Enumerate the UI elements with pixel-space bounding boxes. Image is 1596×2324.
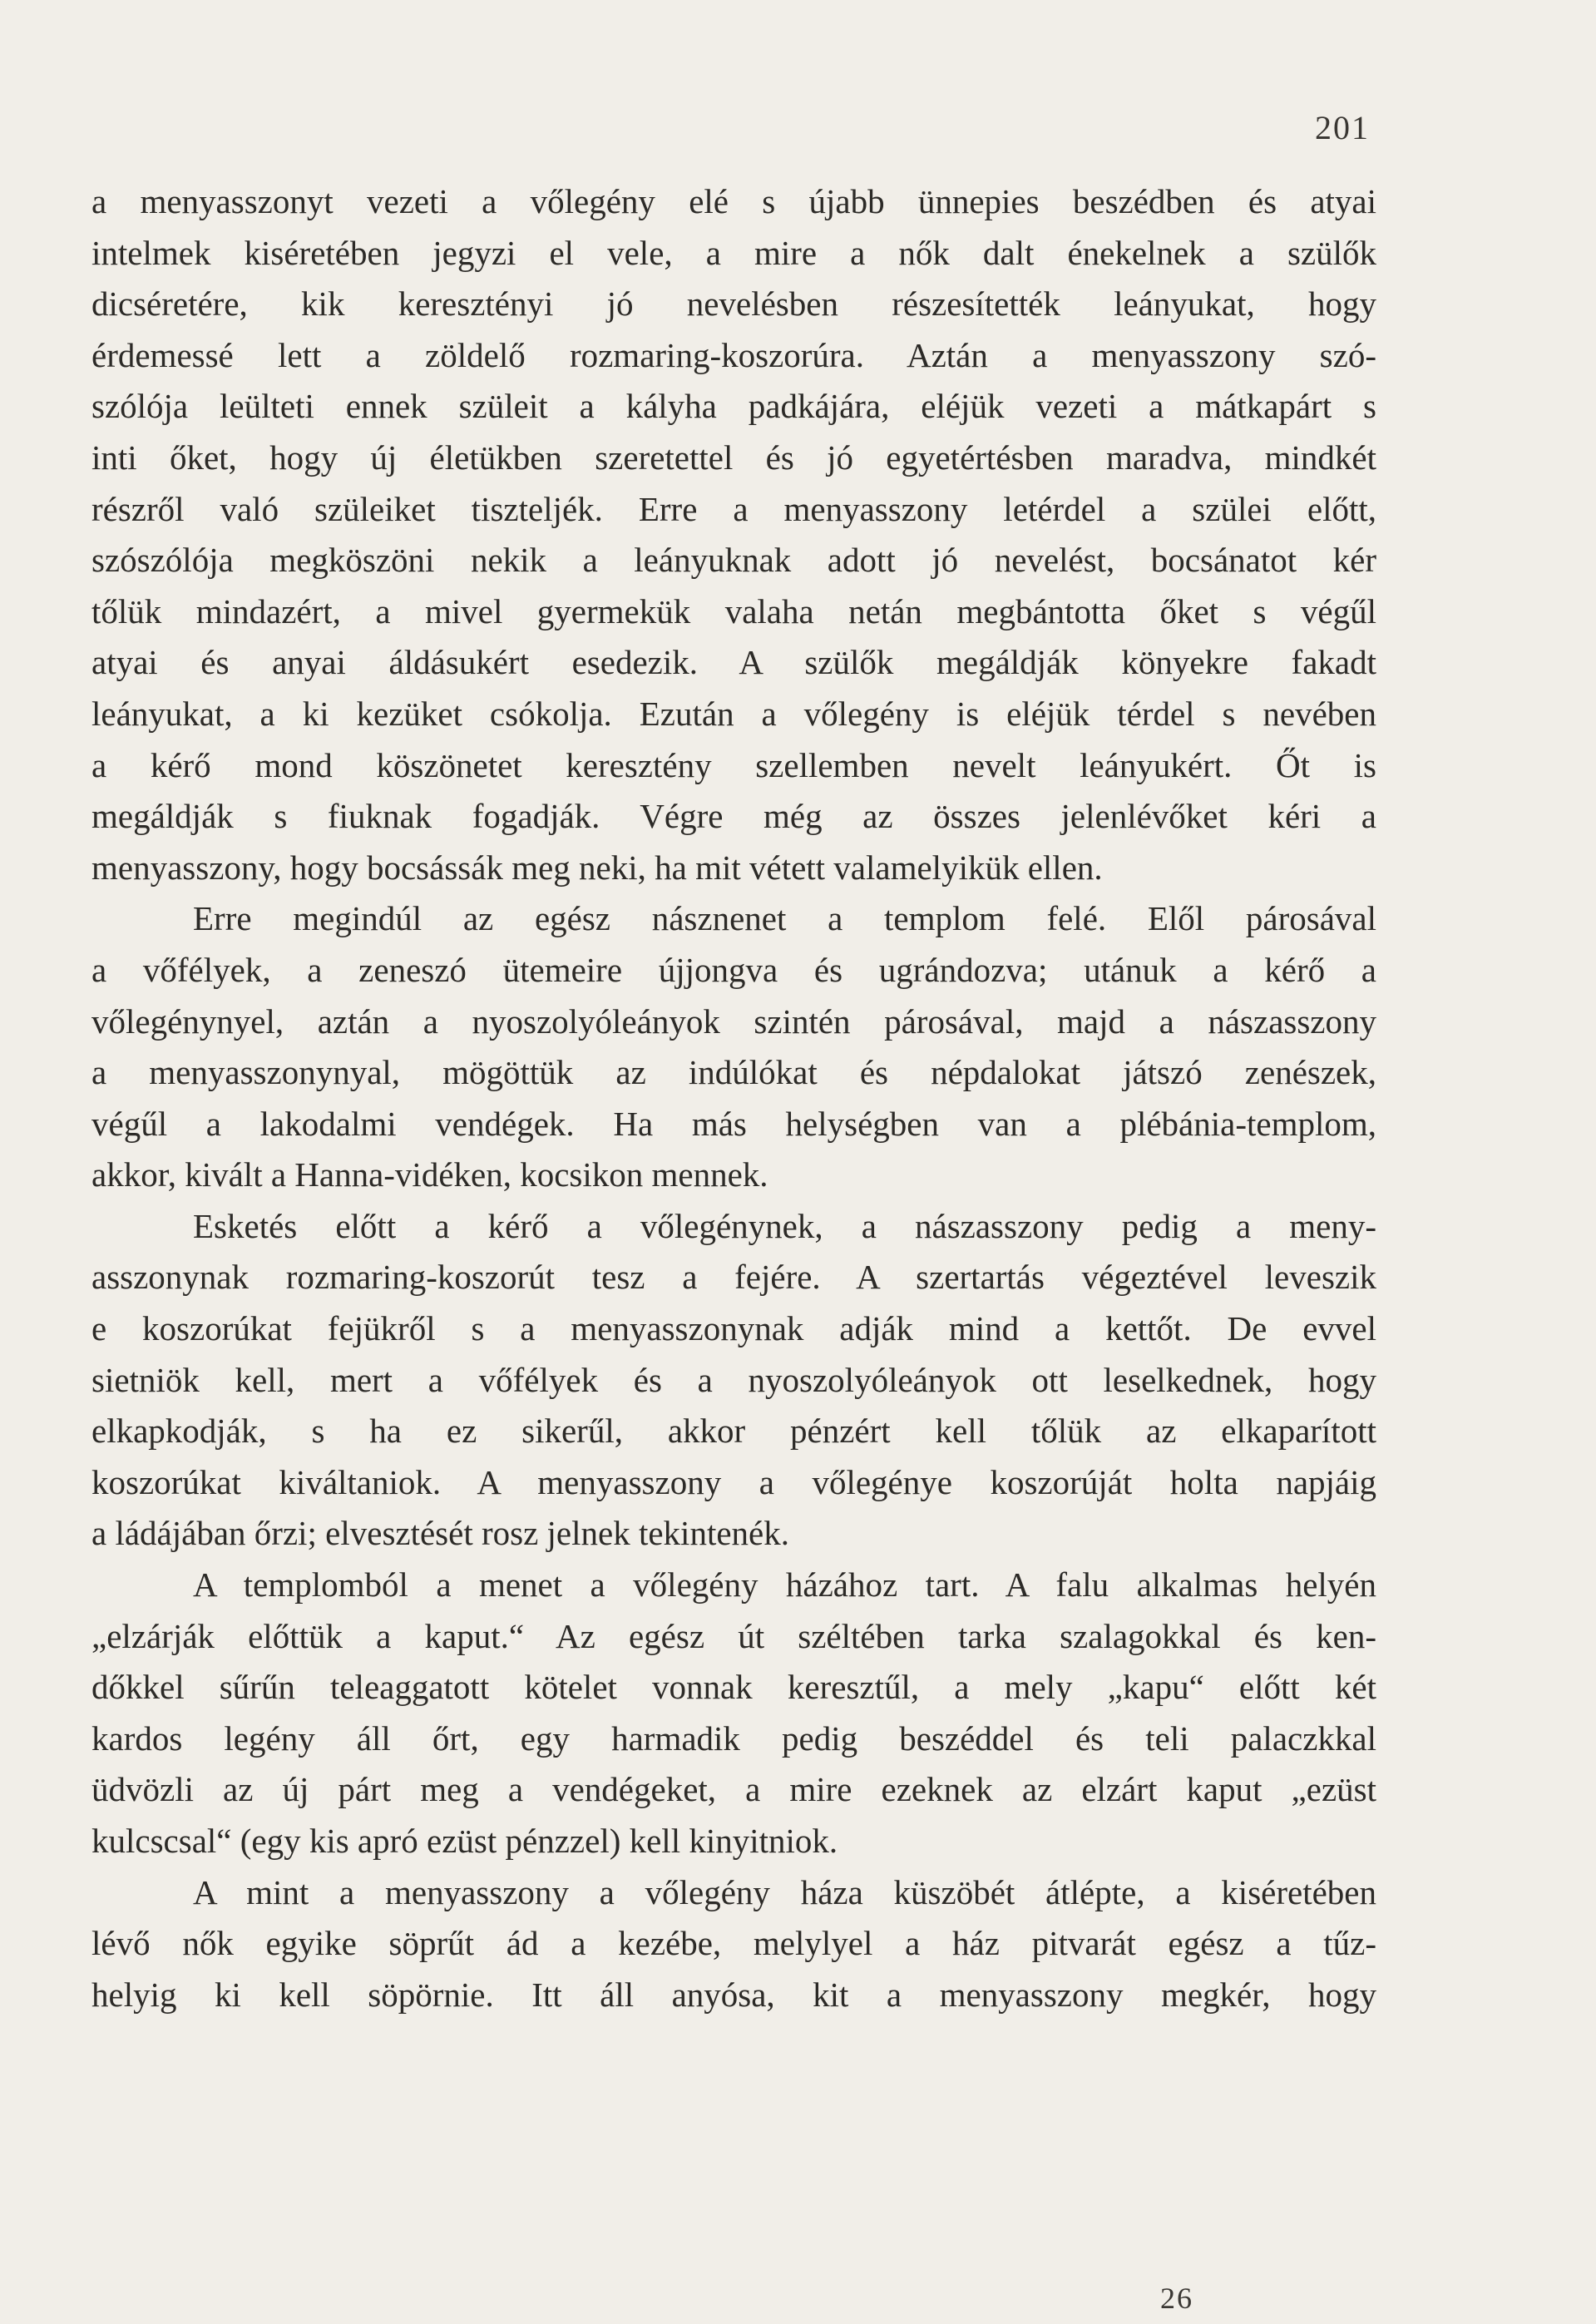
text-line: a menyasszonynyal, mögöttük az indúlókat és népdalokat játszó zenészek, [91,1053,1376,1092]
printer-signature-mark: 26 [1160,2282,1193,2315]
text-line: kulcscsal“ (egy kis apró ezüst pénzzel) kell kinyitniok. [91,1822,838,1860]
text-line: koszorúkat kiváltaniok. A menyasszony a vőlegénye koszorúját holta napjáig [91,1462,1376,1501]
text-line: szószólója megköszöni nekik a leányuknak adott jó nevelést, bocsánatot kér [91,541,1376,580]
text-line: sietniök kell, mert a vőfélyek és a nyoszolyóleányok ott leselkednek, hogy [91,1360,1376,1399]
body-text [91,176,1376,2020]
text-line: helyig ki kell söpörnie. Itt áll anyósa, kit a menyasszony megkér, hogy [91,1975,1376,2014]
text-line-paragraph-start: A templomból a menet a vőlegény házához tart. A falu alkalmas helyén [193,1565,1376,1605]
text-line: akkor, kivált a Hanna-vidéken, kocsikon mennek. [91,1155,768,1194]
text-line: a ládájában őrzi; elvesztését rosz jelnek tekintenék. [91,1514,789,1553]
text-line: menyasszony, hogy bocsássák meg neki, ha mit vétett valamelyikük ellen. [91,848,1103,887]
text-line: tőlük mindazért, a mivel gyermekük valaha netán megbántotta őket s végűl [91,591,1376,630]
text-line: dőkkel sűrűn teleaggatott kötelet vonnak keresztűl, a mely „kapu“ előtt két [91,1668,1376,1707]
text-line-paragraph-start: Esketés előtt a kérő a vőlegénynek, a nászasszony pedig a meny- [193,1206,1376,1245]
text-line: részről való szüleiket tiszteljék. Erre a menyasszony letérdel a szülei előtt, [91,489,1376,528]
text-line: üdvözli az új párt meg a vendégeket, a mire ezeknek az elzárt kaput „ezüst [91,1770,1376,1809]
text-line: lévő nők egyike söprűt ád a kezébe, melylyel a ház pitvarát egész a tűz- [91,1924,1376,1963]
text-line: megáldják s fiuknak fogadják. Végre még az összes jelenlévőket kéri a [91,797,1376,836]
text-line: e koszorúkat fejükről s a menyasszonynak adják mind a kettőt. De evvel [91,1309,1376,1348]
text-line: végűl a lakodalmi vendégek. Ha más helységben van a plébánia-templom, [91,1104,1376,1143]
text-line: atyai és anyai áldásukért esedezik. A szülők megáldják könyekre fakadt [91,643,1376,682]
text-line: elkapkodják, s ha ez sikerűl, akkor pénzért kell tőlük az elkaparított [91,1412,1376,1451]
text-line: inti őket, hogy új életükben szeretettel és jó egyetértésben maradva, mindkét [91,438,1376,477]
text-line: a vőfélyek, a zeneszó ütemeire újjongva és ugrándozva; utánuk a kérő a [91,950,1376,989]
page-number: 201 [1315,109,1370,146]
text-line: vőlegénynyel, aztán a nyoszolyóleányok szintén párosával, majd a nászasszony [91,1001,1376,1041]
text-line: szólója leülteti ennek szüleit a kályha padkájára, eléjük vezeti a mátkapárt s [91,387,1376,426]
text-line: „elzárják előttük a kaput.“ Az egész út széltében tarka szalagokkal és ken- [91,1616,1376,1655]
text-line: a menyasszonyt vezeti a vőlegény elé s újabb ünnepies beszédben és atyai [91,182,1376,220]
text-line-paragraph-start: Erre megindúl az egész násznenet a templom felé. Elől párosával [193,899,1376,938]
text-line: kardos legény áll őrt, egy harmadik pedig beszéddel és teli palaczkkal [91,1718,1376,1758]
text-line: a kérő mond köszönetet keresztény szellemben nevelt leányukért. Őt is [91,745,1376,784]
text-line: leányukat, a ki kezüket csókolja. Ezután a vőlegény is eléjük térdel s nevében [91,694,1376,733]
text-line-paragraph-start: A mint a menyasszony a vőlegény háza küszöbét átlépte, a kiséretében [193,1872,1376,1911]
text-line: dicséretére, kik keresztényi jó nevelésben részesítették leányukat, hogy [91,284,1376,324]
text-line: intelmek kiséretében jegyzi el vele, a mire a nők dalt énekelnek a szülők [91,233,1376,272]
text-line: asszonynak rozmaring-koszorút tesz a fejére. A szertartás végeztével leveszik [91,1258,1376,1297]
text-line: érdemessé lett a zöldelő rozmaring-koszorúra. Aztán a menyasszony szó- [91,335,1376,374]
